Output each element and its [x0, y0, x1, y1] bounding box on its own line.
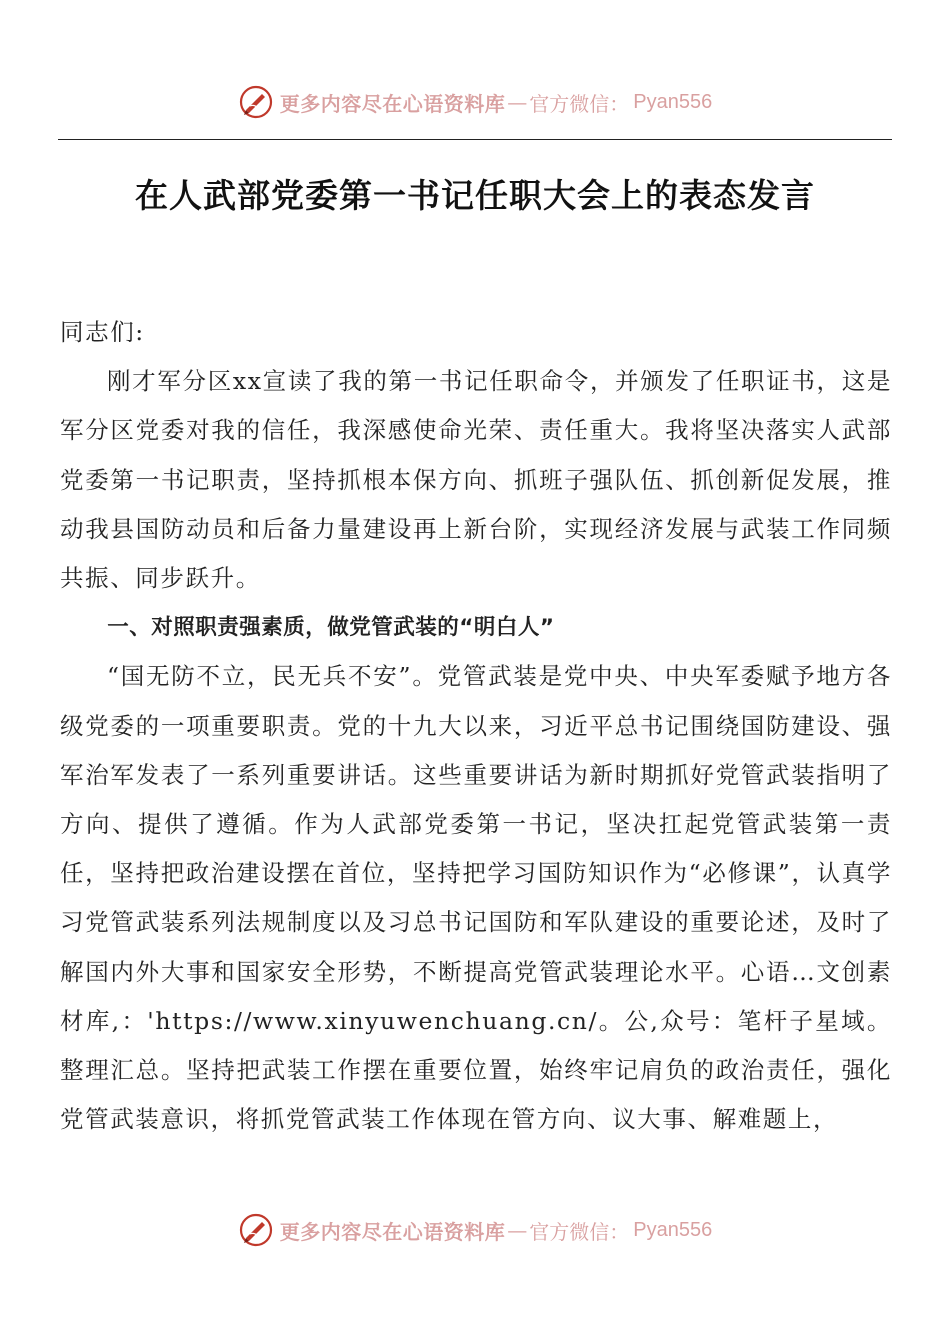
header-divider — [58, 139, 892, 140]
pen-in-circle-icon — [238, 84, 274, 120]
banner-wechat-id: Pyan556 — [633, 90, 713, 113]
pen-in-circle-icon — [238, 1212, 274, 1248]
banner-text: 更多内容尽在心语资料库 — [279, 91, 506, 116]
document-title: 在人武部党委第一书记任职大会上的表态发言 — [135, 176, 815, 215]
banner-text: 更多内容尽在心语资料库 — [279, 1219, 506, 1244]
footer-watermark-banner — [0, 1208, 950, 1252]
banner-wechat-id: Pyan556 — [633, 1218, 713, 1241]
document-body — [60, 308, 892, 1144]
salutation: 同志们: — [60, 318, 145, 346]
paragraph: 刚才军分区xx宣读了我的第一书记任职命令，并颁发了任职证书，这是军分区党委对我的信任，我深感使命光荣、责任重大。我将坚决落实人武部党委第一书记职责，坚持抓根本保方向、抓班子强队伍、抓创新促发展，推动我县国防动员和后备力量建设再上新台阶，实现经济发展与武装工作同频共振、同步跃升。 — [60, 367, 892, 593]
banner-separator: — — [507, 90, 528, 114]
paragraph: “国无防不立，民无兵不安”。党管武装是党中央、中央军委赋予地方各级党委的一项重要职责。党的十九大以来，习近平总书记围绕国防建设、强军治军发表了一系列重要讲话。这些重要讲话为新时期抓好党管武装指明了方向、提供了遵循。作为人武部党委第一书记，坚决扛起党管武装第一责任，坚持把政治建设摆在首位，坚持把学习国防知识作为“必修课”，认真学习党管武装系列法规制度以及习总书记国防和军队建设的重要论述，及时了解国内外大事和国家安全形势，不断提高党管武装理论水平。心语…文创素材库,：'https://www.xinyuwenchuang.cn/。公,众号：笔杆子星域。整理汇总。坚持把武装工作摆在重要位置，始终牢记肩负的政治责任，强化党管武装意识，将抓党管武装工作体现在管方向、议大事、解难题上， — [60, 662, 892, 1134]
banner-subtext: 官方微信： — [529, 91, 630, 116]
header-watermark-banner — [0, 80, 950, 124]
banner-subtext: 官方微信： — [529, 1219, 630, 1244]
section-heading: 一、对照职责强素质，做党管武装的“明白人” — [107, 615, 555, 641]
banner-separator: — — [507, 1218, 528, 1242]
